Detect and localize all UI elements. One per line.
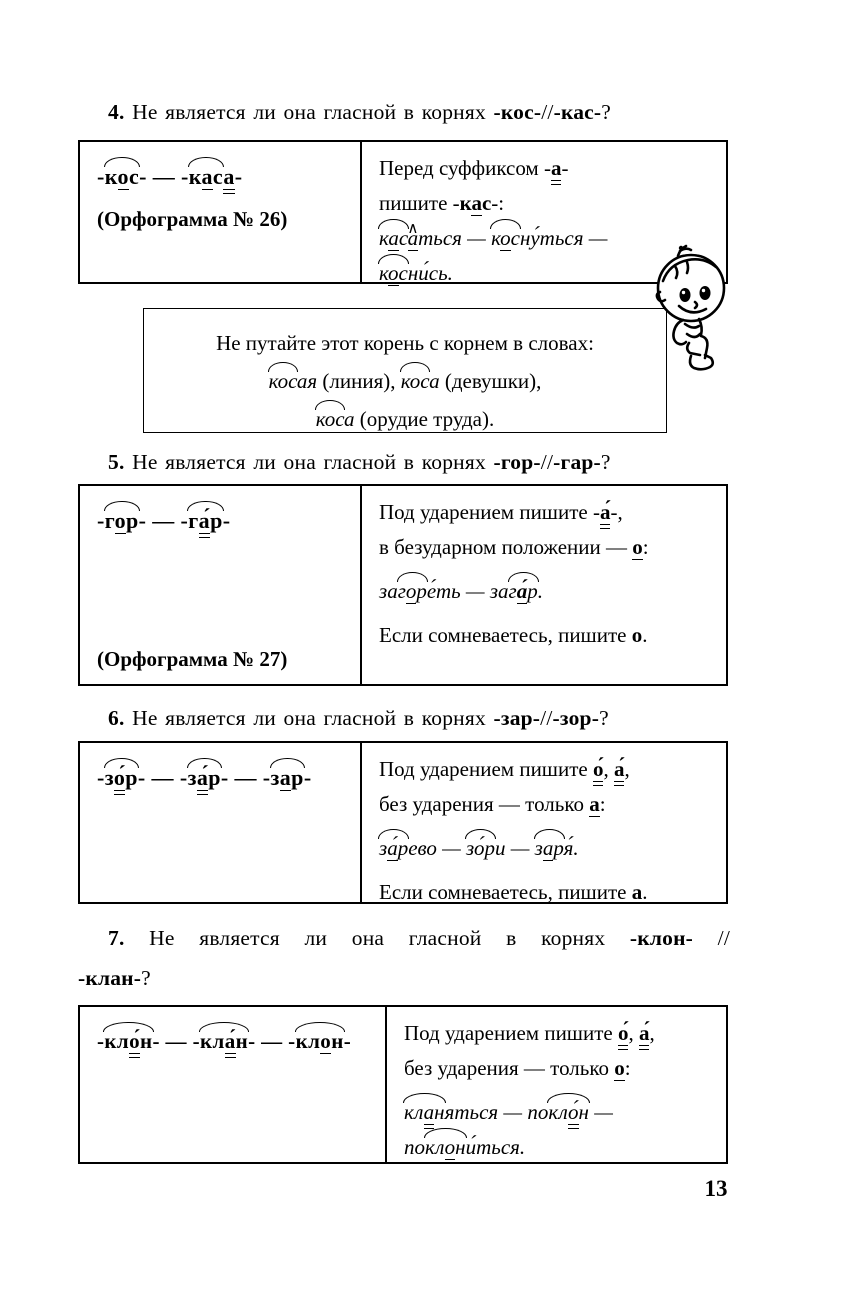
text-line: Под ударением пишите -а́-, — [379, 500, 623, 524]
text-line: пишите -кас-: — [379, 191, 505, 215]
page-number: 13 — [704, 1176, 728, 1201]
text-line: за́рево — зо́ри — заря́. — [379, 836, 579, 860]
text-line: в безударном положении — о: — [379, 535, 649, 559]
text-line: поклони́ться. — [404, 1135, 526, 1159]
text-line: без ударения — только о: — [404, 1056, 631, 1080]
rule-table-zar-zor — [78, 741, 728, 904]
text-line: загоре́ть — зага́р. — [379, 579, 543, 603]
question-heading-5: 5. Не является ли она гласной в корнях -гор-//-гар-? — [108, 450, 611, 474]
question-heading-6: 6. Не является ли она гласной в корнях -зар-//-зор-? — [108, 706, 609, 730]
rule-cell — [362, 743, 726, 902]
roots-line: -гор- — -га́р- — [97, 508, 231, 533]
note-lines — [144, 362, 666, 438]
schoolboy-mascot-icon — [641, 242, 739, 376]
text-line: каса ∧ться — косну́ться — — [379, 221, 716, 256]
text-line: косни́сь. — [379, 261, 453, 285]
roots-cell — [80, 743, 362, 902]
note-title: Не путайте этот корень с корнем в словах: — [216, 331, 594, 355]
roots-cell — [80, 1007, 387, 1162]
orthogram-label: (Орфограмма № 26) — [97, 207, 288, 231]
roots-line: -кос- — -каса- — [97, 164, 243, 189]
text-line: без ударения — только а: — [379, 792, 606, 816]
text-line: косая (линия), коса (девушки), — [268, 369, 542, 393]
question-heading-4: 4. Не является ли она гласной в корнях -кос-//-кас-? — [108, 100, 612, 124]
rule-table-kos-kas — [78, 140, 728, 284]
text-line: Под ударением пишите о́, а́, — [379, 757, 630, 781]
text-line: Под ударением пишите о́, а́, — [404, 1021, 655, 1045]
roots-cell — [80, 142, 362, 282]
roots-line: -кло́н- — -кла́н- — -клон- — [97, 1029, 352, 1053]
question-heading-7-line2: -клан-? — [78, 966, 151, 990]
rule-cell — [362, 486, 726, 684]
rule-cell — [387, 1007, 726, 1162]
roots-line: -зо́р- — -за́р- — -зар- — [97, 765, 312, 790]
rule-table-gor-gar — [78, 484, 728, 686]
orthogram-label: (Орфограмма № 27) — [97, 647, 288, 671]
text-line: Если сомневаетесь, пишите а. — [379, 880, 648, 904]
text-line: Перед суффиксом -а- — [379, 156, 569, 180]
text-line: коса (орудие труда). — [315, 407, 495, 431]
rule-table-klon-klan — [78, 1005, 728, 1164]
text-line: кланяться — покло́н — — [404, 1100, 613, 1124]
note-box — [143, 308, 667, 433]
question-heading-7-line1: 7. Не является ли она гласной в корнях -клон- // — [108, 926, 731, 950]
text-line: Если сомневаетесь, пишите о. — [379, 623, 648, 647]
roots-cell — [80, 486, 362, 684]
